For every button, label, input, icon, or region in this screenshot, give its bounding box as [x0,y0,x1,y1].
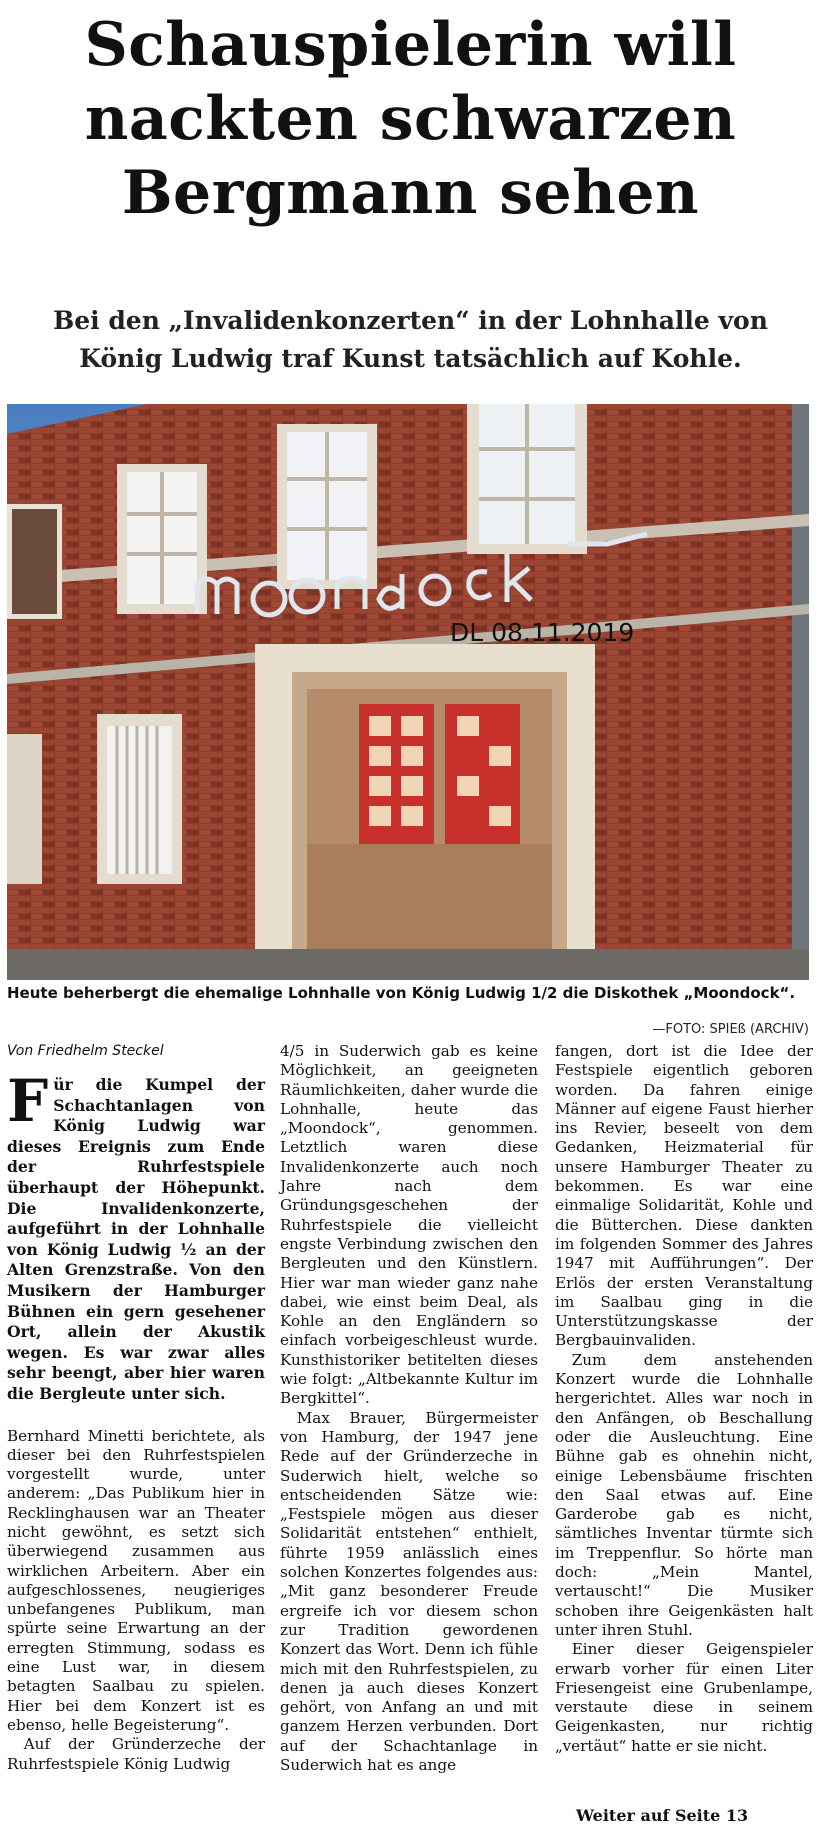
article-column-3 [555,1042,813,1756]
building-photo [7,404,809,980]
subheadline-line-2: König Ludwig traf Kunst tatsächlich auf Kohle. [79,344,742,373]
photo-credit: —FOTO: SPIEß (ARCHIV) [652,1022,809,1037]
photo-caption: Heute beherbergt die ehemalige Lohnhalle von König Ludwig 1/2 die Diskothek „Moondock“. [7,984,796,1002]
paragraph-4: Zum dem anstehenden Konzert wurde die Lohnhalle hergerichtet. Alles war noch in den Anfängen, ob Beschallung oder die Ausleuchtung. Eine Bühne gab es ohnehin nicht, einige Lebensbäume frischten den Saal etwas auf. Eine Garderobe gab es nicht, sämtliches Inventar türmte sich im Treppenflur. So hörte man doch: „Mein Mantel, vertauscht!“ Die Musiker schoben ihre Geigenkästen halt unter ihren Stuhl. [555,1350,813,1639]
subheadline [0,302,821,378]
paragraph-2-start: Auf der Gründerzeche der Ruhrfestspiele König Ludwig [7,1735,265,1773]
paragraph-2-cont: 4/5 in Suderwich gab es keine Möglichkeit, an geeigneten Räumlichkeiten, daher wurde die Lohnhalle, heute das „Moondock“, genommen. Letztlich waren diese Invalidenkonzerte auch noch Jahre nach dem Gründungsgeschehen der Ruhrfestspiele die vielleicht engste Verbindung zwischen den Bergleuten und den Künstlern. Hier war man wieder ganz nahe dabei, wie einst beim Deal, als Kohle an den Engländern so einfach vorbeigeschleust wurde. Kunsthistoriker betitelten dieses wie folgt: „Altbekannte Kultur im Bergkittel“. [280,1042,538,1408]
headline-line-1: Schauspielerin will [84,10,737,80]
subheadline-line-1: Bei den „Invalidenkonzerten“ in der Lohnhalle von [53,306,768,335]
article-column-1 [7,1042,265,1774]
article-column-2 [280,1042,538,1775]
paragraph-5: Einer dieser Geigenspieler erwarb vorher für einen Liter Friesengeist eine Grubenlampe, verstaute diese in seinem Geigenkasten, nur richtig „vertäut“ hatte er sie nicht. [555,1640,813,1755]
continued-on-page: Weiter auf Seite 13 [576,1806,749,1825]
author-byline: Von Friedhelm Steckel [7,1043,164,1059]
paragraph-3-start: Max Brauer, Bürgermeister von Hamburg, der 1947 jene Rede auf der Gründerzeche in Suderwich hielt, welche so entscheidenden Sätze wie: „Festspiele mögen aus dieser Solidarität entstehen“ enthielt, führte 1959 anlässlich eines solchen Konzertes folgendes aus: „Mit ganz besonderer Freude ergreife ich vor diesem schon zur Tradition gewordenen Konzert das Wort. Denn ich fühle mich mit den Ruhrfestspielen, zu denen ja auch dieses Konzert gehört, von Anfang an und mit ganzem Herzen verbunden. Dort auf der Schachtanlage in Suderwich hat es ange [280,1408,538,1774]
drop-cap: F [7,1067,49,1135]
headline [0,8,821,230]
date-stamp: DL 08.11.2019 [450,618,635,647]
headline-line-2: nackten schwarzen [84,84,737,154]
paragraph-3-cont: fangen, dort ist die Idee der Festspiele eigentlich geboren worden. Da fahren einige Männer auf eigene Faust hierher ins Revier, beseelt von dem Gedanken, Heizmaterial für unsere Hamburger Theater zu bekommen. Es war eine einmalige Solidarität, Kohle und die Bütterchen. Diese dankten im folgenden Sommer des Jahres 1947 mit Aufführungen“. Der Erlös der ersten Veranstaltung im Saalbau ging in die Unterstützungskasse der Bergbauinvaliden. [555,1042,813,1350]
lead-paragraph: Für die Kumpel der Schachtanlagen von König Ludwig war dieses Ereignis zum Ende der Ruhrfestspiele überhaupt der Höhepunkt. Die Invalidenkonzerte, aufgeführt in der Lohnhalle von König Ludwig ½ an der Alten Grenzstraße. Von den Musikern der Hamburger Bühnen ein gern gesehener Ort, allein der Akustik wegen. Es war zwar alles sehr beengt, aber hier waren die Bergleute unter sich. [7,1067,265,1403]
entrance [255,644,595,980]
headline-line-3: Bergmann sehen [121,158,700,228]
paragraph-1: Bernhard Minetti berichtete, als dieser bei den Ruhrfestspielen vorgestellt wurde, unter anderem: „Das Publikum hier in Recklinghausen war an Theater nicht gewöhnt, es setzt sich überwiegend zusammen aus wirklichen Arbeitern. Aber ein aufgeschlossenes, neugieriges unbefangenes Publikum, man spürte seine Erwartung an der erregten Stimmung, sodass es eine Lust war, in diesem betagten Saalbau zu spielen. Hier bei dem Konzert ist es ebenso, helle Begeisterung“. [7,1426,265,1734]
